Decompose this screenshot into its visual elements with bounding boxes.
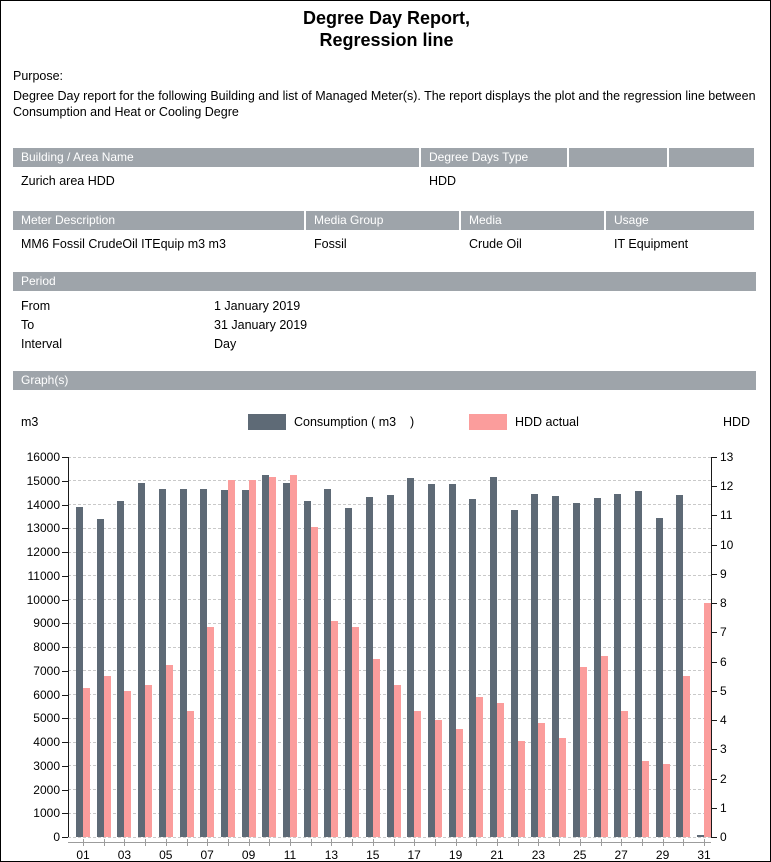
x-axis-label-day-07: 07: [200, 848, 214, 862]
meter-table-header: [13, 211, 756, 230]
x-axis-tick: [601, 839, 602, 846]
hdd-bar-day-20: [476, 697, 483, 837]
degree-days-type-value: HDD: [429, 174, 457, 188]
hdd-bar-day-04: [145, 685, 152, 837]
left-axis-tick-label: 8000: [33, 640, 60, 654]
right-axis-tick-label: 9: [720, 566, 727, 581]
x-axis-tick: [704, 839, 705, 846]
right-axis-tick-label: 0: [720, 830, 727, 844]
hdd-bar-day-11: [290, 475, 297, 837]
meter-table-header-cell: Meter Description: [13, 211, 304, 230]
consumption-bar-day-03: [117, 501, 124, 837]
x-axis-tick: [497, 839, 498, 846]
consumption-bar-day-14: [345, 508, 352, 837]
period-from-value: 1 January 2019: [214, 299, 301, 313]
gridline: [68, 457, 711, 458]
building-table-header-cell: [569, 148, 667, 167]
x-axis-tick: [331, 839, 332, 846]
right-axis-tick-label: 12: [720, 479, 734, 494]
hdd-bar-day-10: [269, 477, 276, 837]
hdd-bar-day-19: [456, 729, 463, 837]
x-axis-label-day-31: 31: [697, 848, 711, 862]
hdd-bar-day-08: [228, 480, 235, 837]
consumption-bar-day-18: [428, 484, 435, 837]
x-axis-tick: [352, 839, 353, 846]
x-axis-tick: [456, 839, 457, 846]
x-axis-label-day-15: 15: [366, 848, 380, 862]
meter-table-header-cell: Media: [461, 211, 604, 230]
left-axis-tick-label: 13000: [26, 521, 60, 536]
building-table-header-cell: Building / Area Name: [13, 148, 419, 167]
right-axis-tick-label: 13: [720, 450, 734, 464]
consumption-bar-day-31: [697, 835, 704, 837]
hdd-bar-day-21: [497, 703, 504, 837]
consumption-bar-day-30: [676, 495, 683, 837]
right-axis-tick-label: 6: [720, 654, 727, 669]
consumption-bar-day-11: [283, 483, 290, 837]
right-axis-tick-label: 8: [720, 596, 727, 611]
left-axis-tick-label: 3000: [33, 758, 60, 773]
legend-swatch-consumption: [248, 414, 286, 430]
period-to-value: 31 January 2019: [214, 318, 308, 332]
right-axis-tick-label: 2: [720, 771, 727, 786]
consumption-bar-day-24: [552, 496, 559, 837]
left-axis-tick-label: 4000: [33, 735, 60, 749]
building-table-header-cell: Degree Days Type: [421, 148, 567, 167]
x-axis-tick: [580, 839, 581, 846]
consumption-bar-day-20: [469, 499, 476, 837]
meter-table-header-cell: Media Group: [306, 211, 459, 230]
consumption-bar-day-27: [614, 494, 621, 837]
meter-table-header-cell: Usage: [606, 211, 754, 230]
left-axis-tick: [62, 837, 68, 838]
consumption-bar-day-05: [159, 489, 166, 837]
consumption-bar-day-29: [656, 518, 663, 837]
legend-label-hdd: HDD actual: [515, 415, 579, 429]
hdd-bar-day-09: [249, 480, 256, 837]
left-axis-tick-label: 5000: [33, 711, 60, 726]
consumption-bar-day-09: [242, 490, 249, 837]
x-axis-label-day-17: 17: [407, 848, 421, 862]
period-interval-label: Interval: [21, 337, 62, 351]
media-value: Crude Oil: [469, 237, 522, 251]
x-axis-label-day-01: 01: [76, 848, 90, 862]
x-axis-label-day-09: 09: [241, 848, 256, 862]
hdd-bar-day-16: [394, 685, 401, 837]
building-name-value: Zurich area HDD: [21, 174, 115, 188]
consumption-bar-day-21: [490, 477, 497, 837]
consumption-bar-day-15: [366, 497, 373, 837]
purpose-text: Degree Day report for the following Building and list of Managed Meter(s). The report displays the plot and the regression line between Consumption and Heat or Cooling Degre: [13, 89, 756, 119]
right-axis-tick-label: 5: [720, 683, 727, 698]
x-axis-tick: [269, 839, 270, 846]
hdd-bar-day-05: [166, 665, 173, 837]
period-header: Period: [13, 272, 756, 291]
right-axis-line: [711, 457, 712, 837]
hdd-bar-day-30: [683, 676, 690, 837]
hdd-bar-day-24: [559, 738, 566, 837]
page-title: [1, 7, 771, 51]
hdd-bar-day-13: [331, 621, 338, 837]
x-axis-label-day-27: 27: [614, 848, 628, 862]
x-axis-line: [68, 842, 711, 843]
hdd-bar-day-17: [414, 711, 421, 837]
right-axis-tick-label: 10: [720, 537, 734, 552]
building-table-header-cell: [669, 148, 754, 167]
x-axis-label-day-23: 23: [531, 848, 546, 862]
left-axis-tick-label: 12000: [26, 545, 60, 559]
consumption-bar-day-07: [200, 489, 207, 837]
consumption-bar-day-17: [407, 478, 414, 837]
purpose-label: Purpose:: [13, 69, 64, 83]
period-interval-value: Day: [214, 337, 237, 351]
consumption-bar-day-13: [324, 489, 331, 837]
x-axis-tick: [104, 839, 105, 846]
page-title-line1: Degree Day Report,: [302, 8, 471, 28]
consumption-bar-day-22: [511, 510, 518, 837]
x-axis-tick: [414, 839, 415, 846]
left-axis-tick-label: 15000: [26, 473, 60, 488]
x-axis-tick: [166, 839, 167, 846]
hdd-bar-day-06: [187, 711, 194, 837]
right-axis-tick-label: 7: [720, 625, 727, 640]
period-row-from: [13, 297, 756, 316]
media-group-value: Fossil: [314, 237, 347, 251]
x-axis-label-day-29: 29: [655, 848, 670, 862]
page-title-line2: Regression line: [319, 30, 454, 50]
consumption-bar-day-28: [635, 491, 642, 837]
consumption-bar-day-16: [387, 495, 394, 837]
hdd-bar-day-26: [601, 656, 608, 837]
period-from-label: From: [21, 299, 51, 313]
x-axis-tick: [663, 839, 664, 846]
period-row-to: [13, 316, 756, 335]
x-axis-label-day-19: 19: [448, 848, 463, 862]
left-axis-tick-label: 0: [53, 830, 60, 844]
right-axis-tick: [711, 837, 717, 838]
gridline: [68, 480, 711, 481]
x-axis-tick: [83, 839, 84, 846]
x-axis-tick: [642, 839, 643, 846]
hdd-bar-day-23: [538, 723, 545, 837]
right-axis-tick-label: 11: [720, 508, 733, 523]
hdd-bar-day-29: [663, 764, 670, 837]
x-axis-tick: [145, 839, 146, 846]
left-axis-tick-label: 1000: [33, 806, 60, 821]
building-table-row: [13, 172, 756, 190]
consumption-bar-day-10: [262, 475, 269, 837]
consumption-bar-day-04: [138, 483, 145, 837]
left-axis-tick-label: 14000: [26, 497, 60, 512]
x-axis-tick: [290, 839, 291, 846]
legend-swatch-hdd: [469, 414, 507, 430]
x-axis-label-day-21: 21: [490, 848, 504, 862]
left-axis-tick-label: 10000: [26, 592, 60, 607]
right-axis-unit-label: HDD: [723, 415, 751, 429]
x-axis-tick: [559, 839, 560, 846]
x-axis-label-day-25: 25: [573, 848, 587, 862]
period-row-interval: [13, 335, 756, 354]
x-axis-tick: [187, 839, 188, 846]
hdd-bar-day-14: [352, 627, 359, 837]
x-axis-tick: [124, 839, 125, 846]
hdd-bar-day-18: [435, 720, 442, 837]
consumption-bar-day-01: [76, 507, 83, 837]
left-axis-unit-label: m3: [21, 415, 39, 429]
left-axis-tick-label: 6000: [33, 687, 60, 702]
period-to-label: To: [21, 318, 35, 332]
hdd-bar-day-27: [621, 711, 628, 837]
graphs-header: Graph(s): [13, 371, 756, 390]
hdd-bar-day-07: [207, 627, 214, 837]
x-axis-tick: [228, 839, 229, 846]
consumption-bar-day-25: [573, 503, 580, 837]
hdd-bar-day-01: [83, 688, 90, 837]
x-axis-label-day-03: 03: [117, 848, 132, 862]
hdd-bar-day-22: [518, 741, 525, 837]
hdd-bar-day-28: [642, 761, 649, 837]
x-axis-tick: [249, 839, 250, 846]
consumption-bar-day-08: [221, 490, 228, 837]
left-axis-tick-label: 16000: [26, 450, 60, 464]
x-axis-tick: [373, 839, 374, 846]
consumption-bar-day-26: [594, 498, 601, 837]
x-axis-label-day-05: 05: [159, 848, 173, 862]
hdd-bar-day-31: [704, 603, 711, 837]
x-axis-tick: [538, 839, 539, 846]
building-table-header: [13, 148, 756, 167]
hdd-bar-day-15: [373, 659, 380, 837]
hdd-bar-day-02: [104, 676, 111, 837]
consumption-bar-day-23: [531, 494, 538, 837]
x-axis-tick: [207, 839, 208, 846]
x-axis-tick: [683, 839, 684, 846]
usage-value: IT Equipment: [614, 237, 689, 251]
consumption-bar-day-12: [304, 501, 311, 837]
meter-description-value: MM6 Fossil CrudeOil ITEquip m3 m3: [21, 237, 226, 251]
left-axis-tick-label: 9000: [33, 616, 60, 631]
right-axis-tick-label: 3: [720, 742, 727, 757]
left-axis-tick-label: 7000: [33, 663, 60, 678]
consumption-bar-day-02: [97, 519, 104, 837]
consumption-bar-day-19: [449, 484, 456, 837]
right-axis-tick-label: 4: [720, 713, 727, 728]
hdd-bar-day-25: [580, 667, 587, 837]
degree-day-chart: [1, 401, 771, 862]
x-axis-label-day-11: 11: [283, 848, 297, 862]
x-axis-tick: [311, 839, 312, 846]
x-axis-label-day-13: 13: [324, 848, 339, 862]
left-axis-tick-label: 11000: [27, 568, 60, 583]
period-rows: [13, 297, 756, 354]
hdd-bar-day-03: [124, 691, 131, 837]
x-axis-tick: [621, 839, 622, 846]
meter-table-row: [13, 235, 756, 253]
left-axis-tick-label: 2000: [33, 782, 60, 797]
left-axis-line: [68, 457, 69, 837]
x-axis-tick: [394, 839, 395, 846]
legend-label-consumption: Consumption ( m3 ): [294, 415, 415, 429]
right-axis-tick-label: 1: [720, 800, 727, 815]
consumption-bar-day-06: [180, 489, 187, 837]
x-axis-tick: [476, 839, 477, 846]
hdd-bar-day-12: [311, 527, 318, 837]
x-axis-tick: [435, 839, 436, 846]
x-axis-tick: [518, 839, 519, 846]
